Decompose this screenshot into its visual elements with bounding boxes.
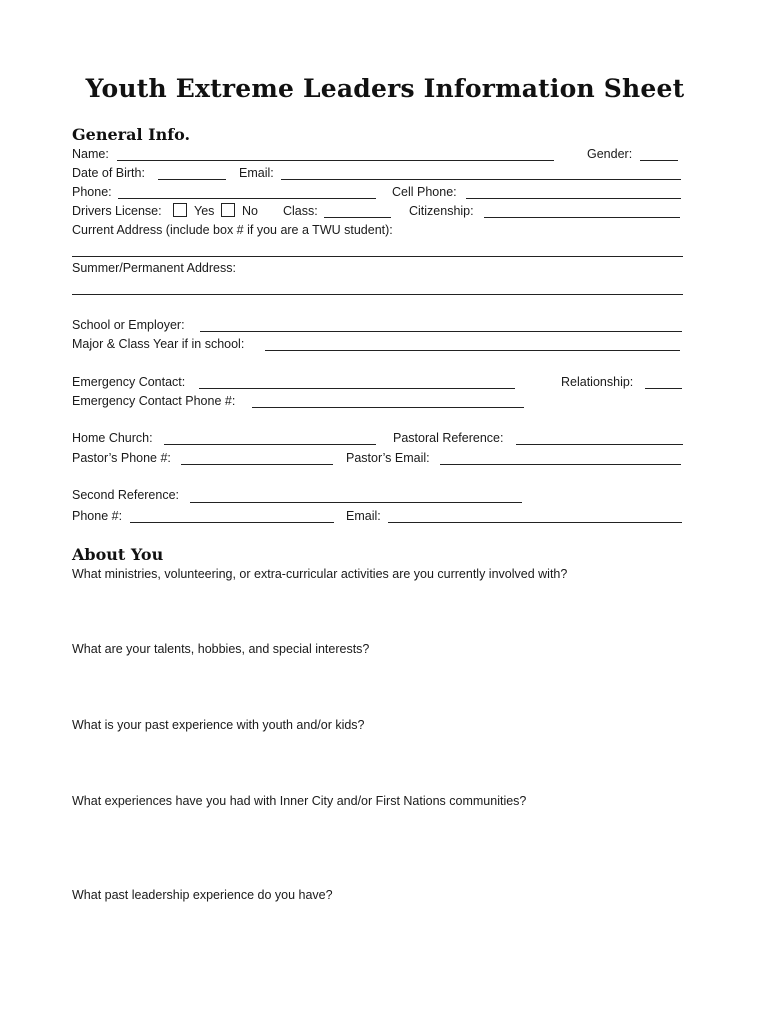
question-youth-experience: What is your past experience with youth and/or kids?: [72, 718, 365, 732]
relationship-label: Relationship:: [561, 375, 634, 389]
dob-field[interactable]: [158, 179, 226, 180]
email-field[interactable]: [281, 179, 681, 180]
current-address-field[interactable]: [72, 256, 683, 257]
pastoral-reference-field[interactable]: [516, 444, 683, 445]
class-label: Class:: [283, 204, 318, 218]
about-you-heading: About You: [72, 545, 164, 564]
home-church-field[interactable]: [164, 444, 376, 445]
yes-label: Yes: [194, 204, 215, 218]
gender-label: Gender:: [587, 147, 633, 161]
ref-email-field[interactable]: [388, 522, 682, 523]
cell-phone-field[interactable]: [466, 198, 681, 199]
current-address-label: Current Address (include box # if you are a TWU student):: [72, 223, 393, 237]
home-church-label: Home Church:: [72, 431, 153, 445]
major-label: Major & Class Year if in school:: [72, 337, 245, 351]
no-label: No: [242, 204, 258, 218]
name-field[interactable]: [117, 160, 554, 161]
citizenship-field[interactable]: [484, 217, 680, 218]
ref-phone-label: Phone #:: [72, 509, 123, 523]
drivers-license-label: Drivers License:: [72, 204, 162, 218]
ref-phone-field[interactable]: [130, 522, 334, 523]
school-field[interactable]: [200, 331, 682, 332]
question-leadership: What past leadership experience do you have?: [72, 888, 333, 902]
emergency-contact-field[interactable]: [199, 388, 515, 389]
question-ministries: What ministries, volunteering, or extra-curricular activities are you currently involved with?: [72, 567, 568, 581]
citizenship-label: Citizenship:: [409, 204, 474, 218]
page-title: Youth Extreme Leaders Information Sheet: [85, 74, 685, 103]
phone-label: Phone:: [72, 185, 112, 199]
license-yes-checkbox[interactable]: [173, 203, 187, 217]
dob-label: Date of Birth:: [72, 166, 145, 180]
gender-field[interactable]: [640, 160, 678, 161]
emergency-contact-label: Emergency Contact:: [72, 375, 186, 389]
school-label: School or Employer:: [72, 318, 185, 332]
emergency-phone-label: Emergency Contact Phone #:: [72, 394, 236, 408]
major-field[interactable]: [265, 350, 680, 351]
ref-email-label: Email:: [346, 509, 381, 523]
email-label: Email:: [239, 166, 274, 180]
summer-address-field[interactable]: [72, 294, 683, 295]
emergency-phone-field[interactable]: [252, 407, 524, 408]
summer-address-label: Summer/Permanent Address:: [72, 261, 236, 275]
name-label: Name:: [72, 147, 109, 161]
question-talents: What are your talents, hobbies, and special interests?: [72, 642, 370, 656]
second-reference-field[interactable]: [190, 502, 522, 503]
pastor-email-label: Pastor’s Email:: [346, 451, 430, 465]
relationship-field[interactable]: [645, 388, 682, 389]
pastor-email-field[interactable]: [440, 464, 681, 465]
license-no-checkbox[interactable]: [221, 203, 235, 217]
pastor-phone-label: Pastor’s Phone #:: [72, 451, 171, 465]
second-reference-label: Second Reference:: [72, 488, 180, 502]
general-info-heading: General Info.: [72, 125, 191, 144]
cell-phone-label: Cell Phone:: [392, 185, 457, 199]
pastor-phone-field[interactable]: [181, 464, 333, 465]
phone-field[interactable]: [118, 198, 376, 199]
question-inner-city: What experiences have you had with Inner City and/or First Nations communities?: [72, 794, 527, 808]
pastoral-reference-label: Pastoral Reference:: [393, 431, 504, 445]
class-field[interactable]: [324, 217, 391, 218]
